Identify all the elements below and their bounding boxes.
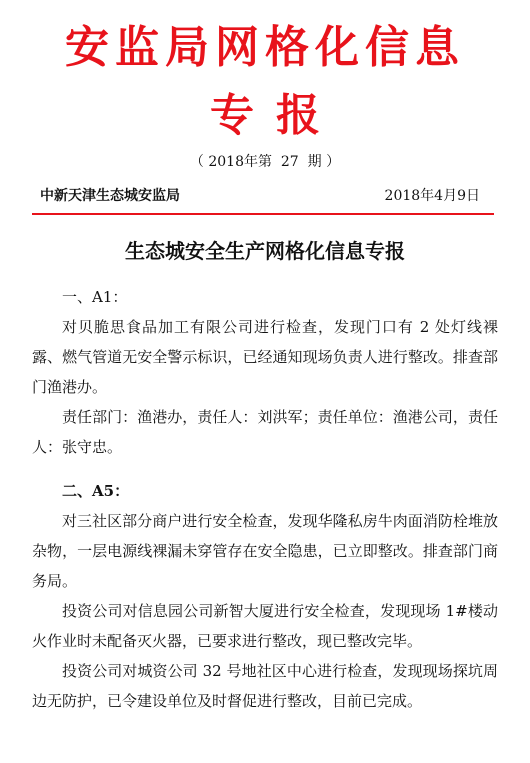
masthead-subtitle: 专报 (210, 90, 342, 141)
section-paragraph: 对三社区部分商户进行安全检查，发现华隆私房牛肉面消防栓堆放杂物，一层电源线裸漏未穿管存在安全隐患，已立即整改。排查部门商务局。 (32, 512, 498, 590)
section-heading: 一、A1： (62, 288, 128, 306)
issue-text: （ 2018年第 27 期 ） (189, 154, 341, 170)
section-heading: 二、A5： (62, 482, 130, 500)
section-a5 (32, 476, 498, 716)
red-divider (32, 213, 494, 215)
section-paragraph: 投资公司对城资公司 32 号地社区中心进行检查，发现现场探坑周边无防护，已令建设单位及时督促进行整改，目前已完成。 (32, 662, 498, 710)
document-title: 生态城安全生产网格化信息专报 (125, 239, 405, 263)
section-paragraph: 投资公司对信息园公司新智大厦进行安全检查，发现现场 1#楼动火作业时未配备灭火器，已要求进行整改，现已整改完毕。 (32, 602, 498, 650)
section-paragraph: 责任部门：渔港办，责任人：刘洪军；责任单位：渔港公司，责任人：张守忠。 (32, 408, 498, 456)
issuing-organization: 中新天津生态城安监局 (40, 188, 180, 204)
section-a1 (32, 282, 498, 462)
issue-number (0, 152, 530, 172)
section-paragraph: 对贝脆思食品加工有限公司进行检查，发现门口有 2 处灯线裸露、燃气管道无安全警示标识，已经通知现场负责人进行整改。排查部门渔港办。 (32, 318, 498, 396)
issue-date: 2018年4月9日 (384, 188, 480, 204)
masthead-title: 安监局网格化信息 (65, 22, 465, 73)
